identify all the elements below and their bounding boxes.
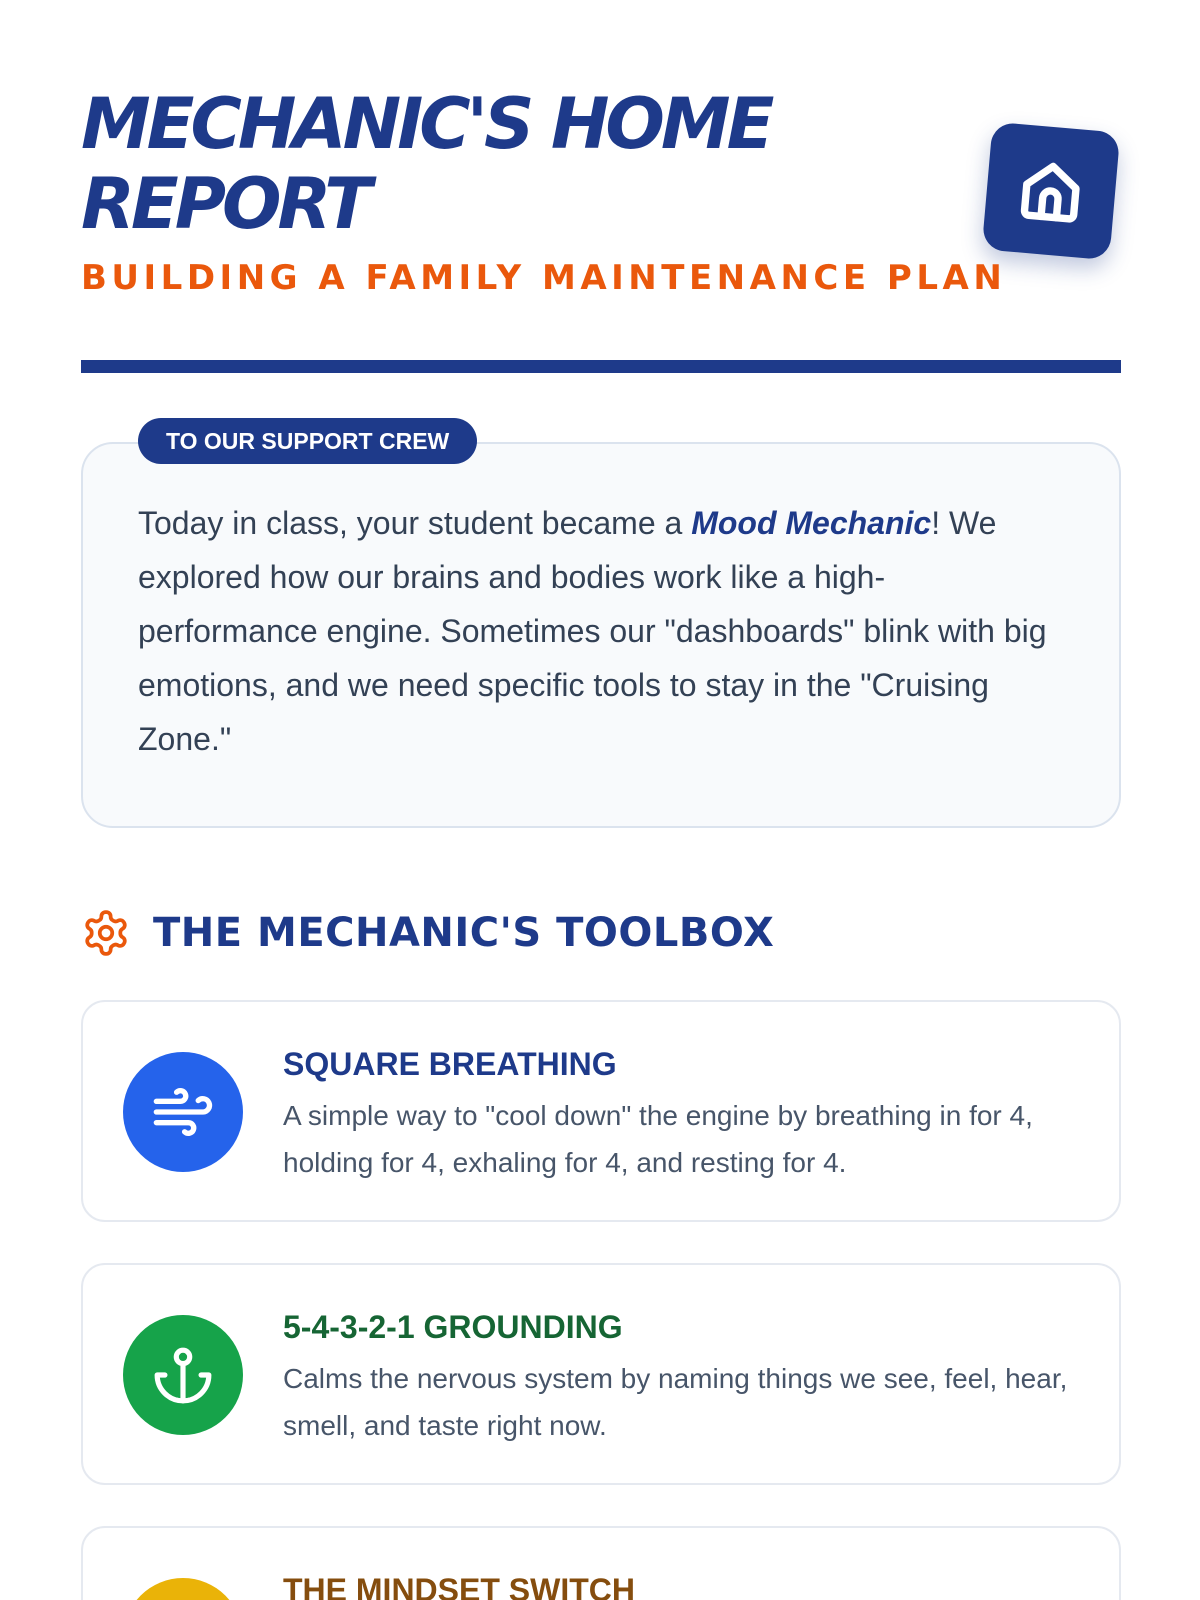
tool-card-square-breathing: [81, 1000, 1121, 1222]
tool-icon-circle: [123, 1578, 243, 1600]
tool-description: Calms the nervous system by naming things we see, feel, hear, smell, and taste right now.: [283, 1363, 1068, 1441]
note-tag: TO OUR SUPPORT CREW: [138, 418, 477, 464]
tool-icon-circle: [123, 1315, 243, 1435]
wind-icon: [151, 1080, 215, 1144]
tool-description: A simple way to "cool down" the engine by breathing in for 4, holding for 4, exhaling for 4, and resting for 4.: [283, 1100, 1033, 1178]
tool-card-grounding: [81, 1263, 1121, 1485]
page-subtitle: BUILDING A FAMILY MAINTENANCE PLAN: [81, 258, 1007, 298]
header-divider: [81, 360, 1121, 373]
tool-title: SQUARE BREATHING: [283, 1046, 617, 1082]
section-title: THE MECHANIC'S TOOLBOX: [153, 910, 775, 956]
home-badge: [982, 122, 1121, 261]
anchor-icon: [152, 1344, 214, 1406]
note-text: [138, 496, 1058, 766]
page-title: MECHANIC'S HOME REPORT: [81, 83, 771, 245]
report-page: [81, 0, 1121, 1600]
toolbox-heading: [81, 905, 774, 961]
support-crew-note: [81, 442, 1121, 828]
tool-card-mindset-switch: [81, 1526, 1121, 1600]
home-icon: [1011, 151, 1091, 231]
note-emphasis: Mood Mechanic: [691, 505, 932, 541]
tool-title: THE MINDSET SWITCH: [283, 1572, 635, 1600]
gear-icon: [81, 908, 131, 958]
note-text-rest: ! We explored how our brains and bodies work like a high-performance engine. Sometimes our "dashboards" blink with big emotions, and we need specific tools to stay in the "Cruising Zone.": [138, 505, 1047, 757]
note-text-intro: Today in class, your student became a: [138, 505, 692, 541]
tool-title: 5-4-3-2-1 GROUNDING: [283, 1309, 623, 1345]
tool-icon-circle: [123, 1052, 243, 1172]
